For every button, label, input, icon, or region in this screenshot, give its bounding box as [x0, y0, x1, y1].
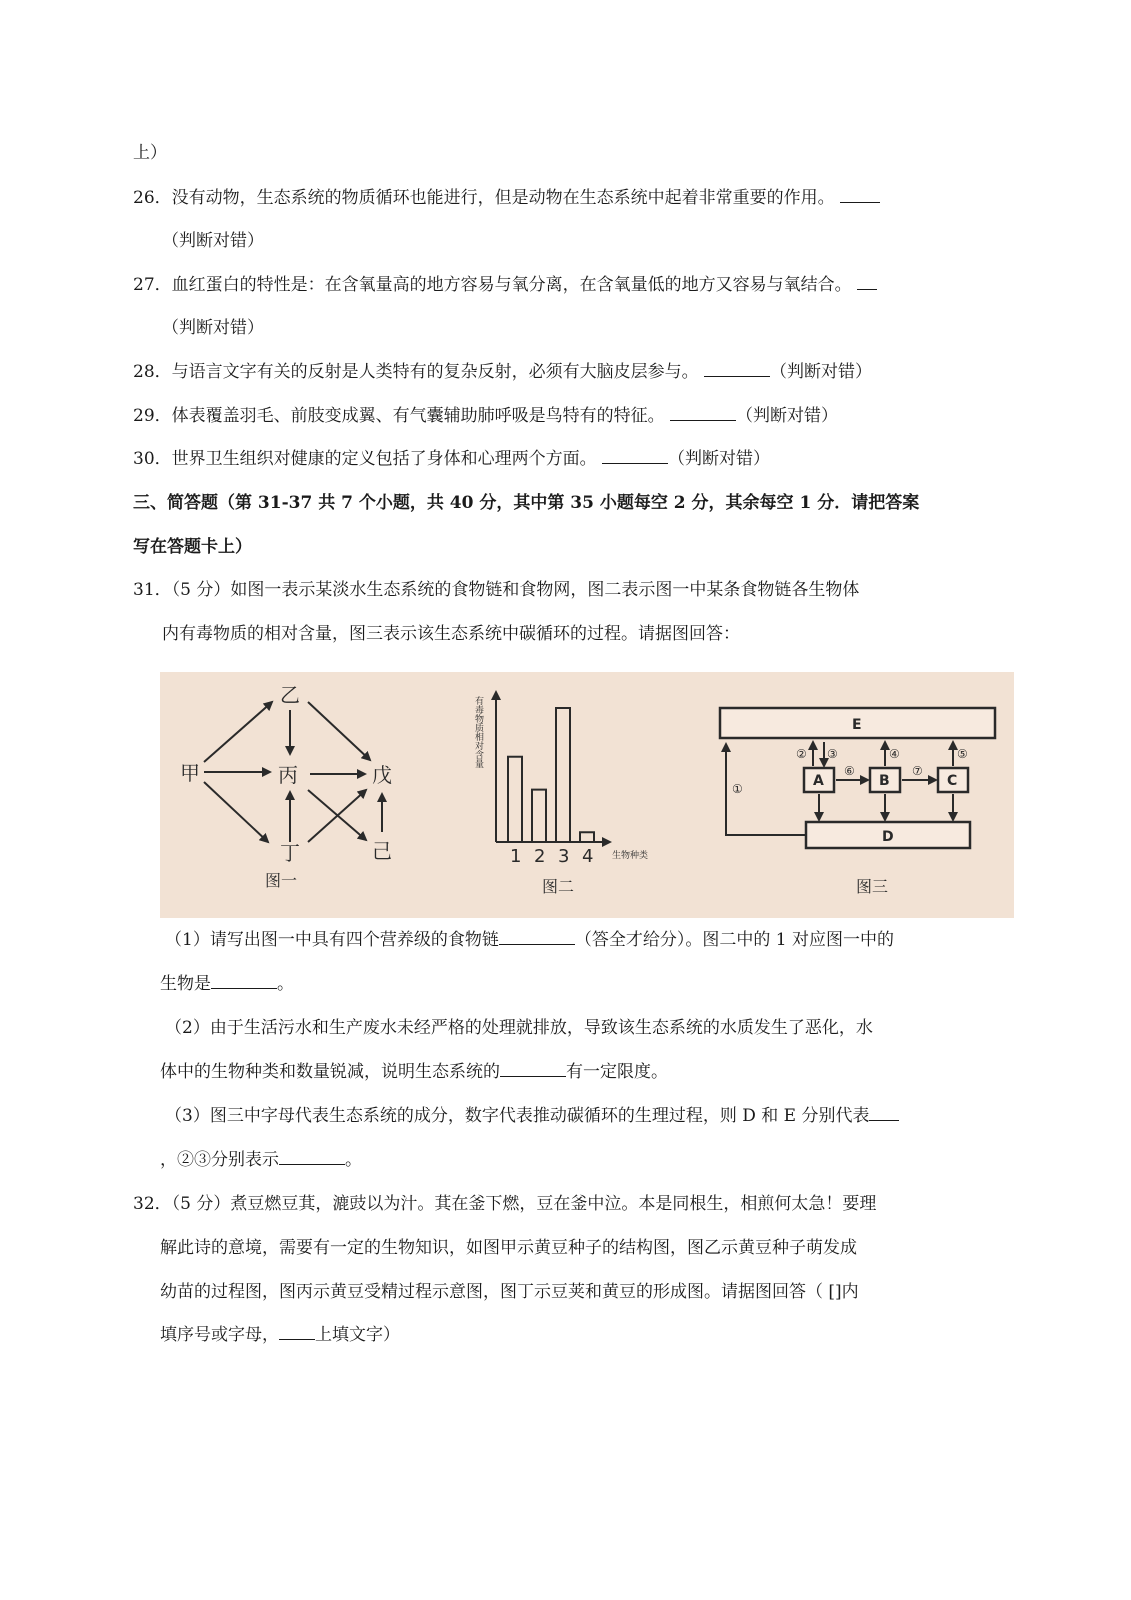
bars-group — [508, 708, 594, 867]
node-wu: 戊 — [372, 763, 392, 787]
y-axis-label: 有毒物质相对含量 — [473, 696, 483, 768]
bar-2 — [532, 790, 546, 842]
question-26-suffix: （判断对错） — [162, 231, 264, 251]
num-7: ⑦ — [912, 764, 923, 778]
figure-1-caption: 图一 — [265, 871, 298, 890]
section-3-heading: 三、简答题（第 31-37 共 7 个小题，共 40 分，其中第 35 小题每空 2 分，其余每空 1 分．请把答案 — [133, 493, 920, 513]
num-3: ③ — [827, 747, 838, 761]
answer-blank[interactable] — [279, 1323, 315, 1340]
answer-blank[interactable] — [279, 1148, 345, 1165]
figure-2-caption: 图二 — [542, 877, 575, 896]
question-31-3: （3）图三中字母代表生态系统的成分，数字代表推动碳循环的生理过程，则 D 和 E 分别代表 — [165, 1104, 899, 1128]
answer-blank[interactable] — [211, 972, 277, 989]
label-d: D — [882, 829, 894, 845]
question-28: 28．与语言文字有关的反射是人类特有的复杂反射，必须有大脑皮层参与。 （判断对错） — [133, 362, 873, 382]
node-yi: 乙 — [280, 683, 300, 707]
bar-4 — [580, 832, 594, 842]
label-e: E — [852, 717, 862, 733]
question-32-cont3: 填序号或字母， 上填文字） — [160, 1325, 400, 1345]
label-a: A — [813, 773, 824, 789]
text-line: 上） — [133, 143, 167, 163]
question-27-suffix: （判断对错） — [162, 318, 264, 338]
tick-label-2: 2 — [534, 846, 546, 867]
answer-blank[interactable] — [704, 360, 770, 377]
answer-blank[interactable] — [840, 186, 880, 203]
question-32-cont2: 幼苗的过程图，图丙示黄豆受精过程示意图，图丁示豆荚和黄豆的形成图。请据图回答（ []内 — [160, 1282, 859, 1302]
question-31-cont: 内有毒物质的相对含量，图三表示该生态系统中碳循环的过程。请据图回答： — [162, 624, 740, 644]
question-31-1-cont: 生物是 。 — [160, 974, 294, 994]
answer-blank[interactable] — [602, 447, 668, 464]
arrow-yi-wu — [308, 702, 370, 760]
question-26: 26．没有动物，生态系统的物质循环也能进行，但是动物在生态系统中起着非常重要的作用。 — [133, 186, 880, 210]
label-c: C — [947, 773, 958, 789]
num-4: ④ — [889, 747, 900, 761]
question-31-2-cont: 体中的生物种类和数量锐减，说明生态系统的 有一定限度。 — [160, 1062, 668, 1082]
question-31-1: （1）请写出图一中具有四个营养级的食物链 （答全才给分）。图二中的 1 对应图一中的 — [165, 930, 894, 950]
label-b: B — [879, 773, 890, 789]
answer-blank[interactable] — [670, 404, 736, 421]
tick-label-4: 4 — [582, 846, 594, 867]
num-6: ⑥ — [844, 764, 855, 778]
answer-blank[interactable] — [869, 1104, 899, 1121]
figure-2-chart — [473, 692, 648, 896]
node-bing: 丙 — [278, 763, 298, 787]
node-jia: 甲 — [180, 761, 200, 785]
num-2: ② — [796, 747, 807, 761]
figure-3-caption: 图三 — [856, 877, 889, 896]
question-31-3-cont: ，②③分别表示 。 — [160, 1150, 362, 1170]
question-32-cont1: 解此诗的意境，需要有一定的生物知识，如图甲示黄豆种子的结构图，图乙示黄豆种子萌发成 — [160, 1238, 857, 1258]
figure-svg — [160, 672, 1014, 918]
answer-blank[interactable] — [500, 1060, 566, 1077]
answer-blank[interactable] — [499, 928, 575, 945]
answer-blank[interactable] — [857, 273, 877, 290]
num-1: ① — [732, 782, 743, 796]
question-27: 27．血红蛋白的特性是：在含氧量高的地方容易与氧分离，在含氧量低的地方又容易与氧结合。 — [133, 273, 877, 297]
x-axis-label: 生物种类 — [612, 851, 649, 861]
question-31: 31．（5 分）如图一表示某淡水生态系统的食物链和食物网，图二表示图一中某条食物链各生物体 — [133, 580, 860, 600]
arrow-jia-yi — [204, 702, 272, 762]
node-ji: 己 — [372, 839, 392, 863]
bar-1 — [508, 757, 522, 842]
question-31-2: （2）由于生活污水和生产废水未经严格的处理就排放，导致该生态系统的水质发生了恶化，水 — [165, 1018, 873, 1038]
section-3-heading-cont: 写在答题卡上） — [133, 537, 252, 557]
question-29: 29．体表覆盖羽毛、前肢变成翼、有气囊辅助肺呼吸是鸟特有的特征。 （判断对错） — [133, 406, 839, 426]
arrow-jia-ding — [204, 782, 268, 842]
num-5: ⑤ — [957, 747, 968, 761]
figure-panel — [160, 672, 1014, 918]
tick-label-1: 1 — [510, 846, 522, 867]
question-30: 30．世界卫生组织对健康的定义包括了身体和心理两个方面。 （判断对错） — [133, 449, 771, 469]
node-ding: 丁 — [280, 841, 300, 865]
tick-label-3: 3 — [558, 846, 570, 867]
question-32: 32．（5 分）煮豆燃豆萁，漉豉以为汁。萁在釜下燃，豆在釜中泣。本是同根生，相煎何太急！要理 — [133, 1194, 877, 1214]
bar-3 — [556, 708, 570, 842]
